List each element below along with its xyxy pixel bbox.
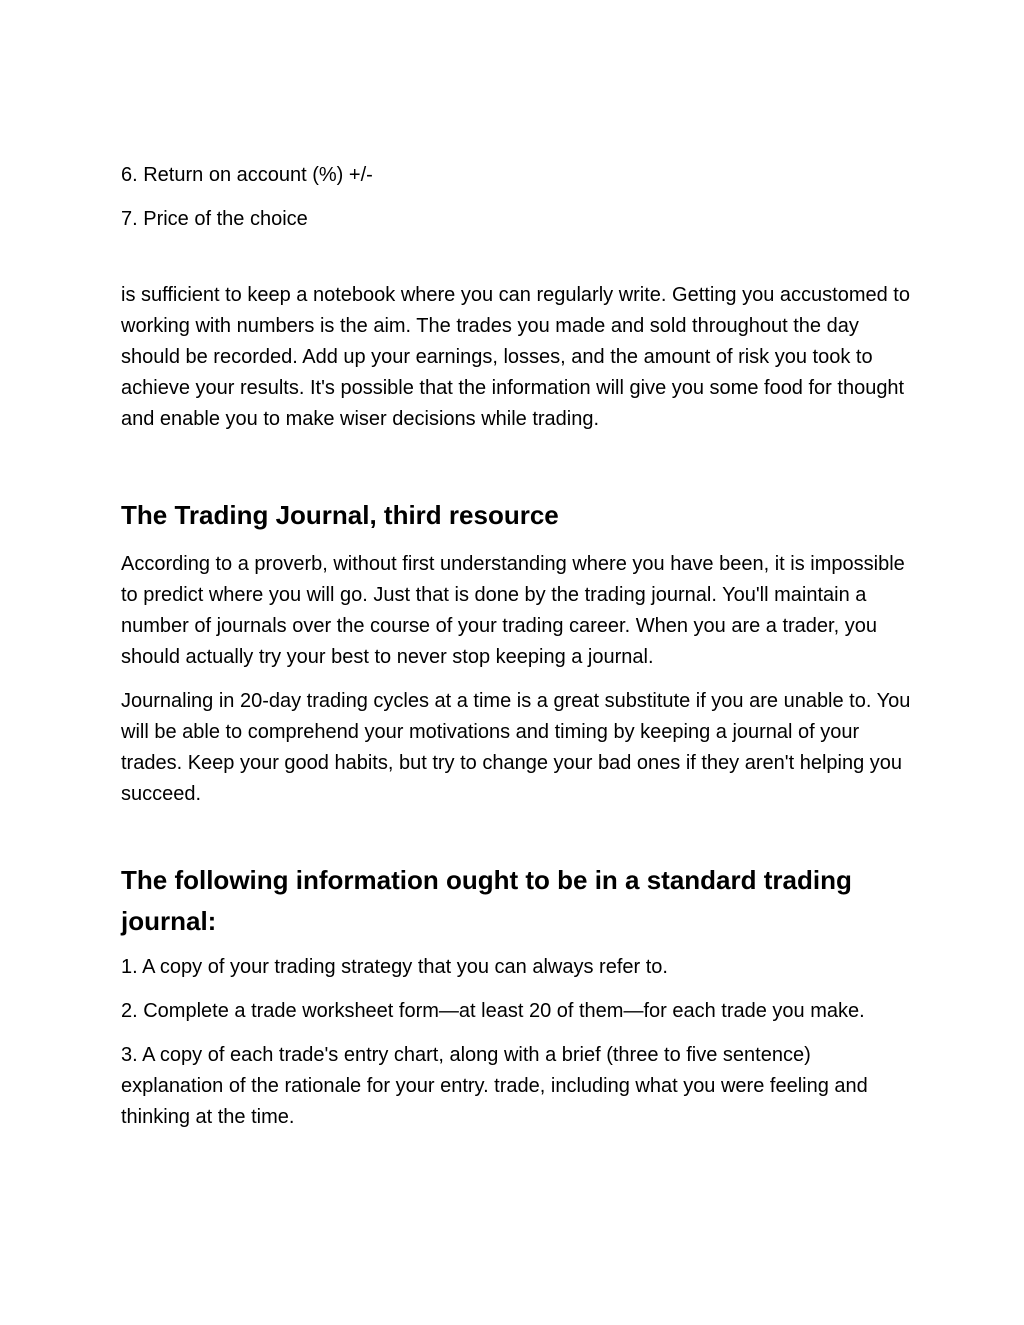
document-page [121,160,911,1146]
section-heading-trading-journal: The Trading Journal, third resource [121,500,559,530]
paragraph-proverb: According to a proverb, without first understanding where you have been, it is impossible to predict where you will go. Just that is done by the trading journal. You'll maintain a number of journals over the course of your trading career. When you are a trader, you should actually try your best to never stop keeping a journal. [121,553,905,668]
list-item-price-of-choice: 7. Price of the choice [121,208,308,230]
paragraph-journaling-cycles: Journaling in 20-day trading cycles at a time is a great substitute if you are unable to. You will be able to comprehend your motivations and timing by keeping a journal of your trades. Keep your good habits, but try to change your bad ones if they aren't helping you succeed. [121,690,911,805]
section-heading-standard-journal: The following information ought to be in a standard trading journal: [121,865,852,936]
list-item-return-on-account: 6. Return on account (%) +/- [121,164,373,186]
list-item-trading-strategy: 1. A copy of your trading strategy that you can always refer to. [121,956,668,978]
intro-paragraph: is sufficient to keep a notebook where you can regularly write. Getting you accustomed to working with numbers is the aim. The trades you made and sold throughout the day should be recorded. Add up your earnings, losses, and the amount of risk you took to achieve your results. It's possible that the information will give you some food for thought and enable you to make wiser decisions while trading. [121,284,910,430]
list-item-trade-worksheet: 2. Complete a trade worksheet form—at least 20 of them—for each trade you make. [121,1000,865,1022]
list-item-entry-chart: 3. A copy of each trade's entry chart, along with a brief (three to five sentence) explanation of the rationale for your entry. trade, including what you were feeling and thinking at the time. [121,1044,868,1128]
